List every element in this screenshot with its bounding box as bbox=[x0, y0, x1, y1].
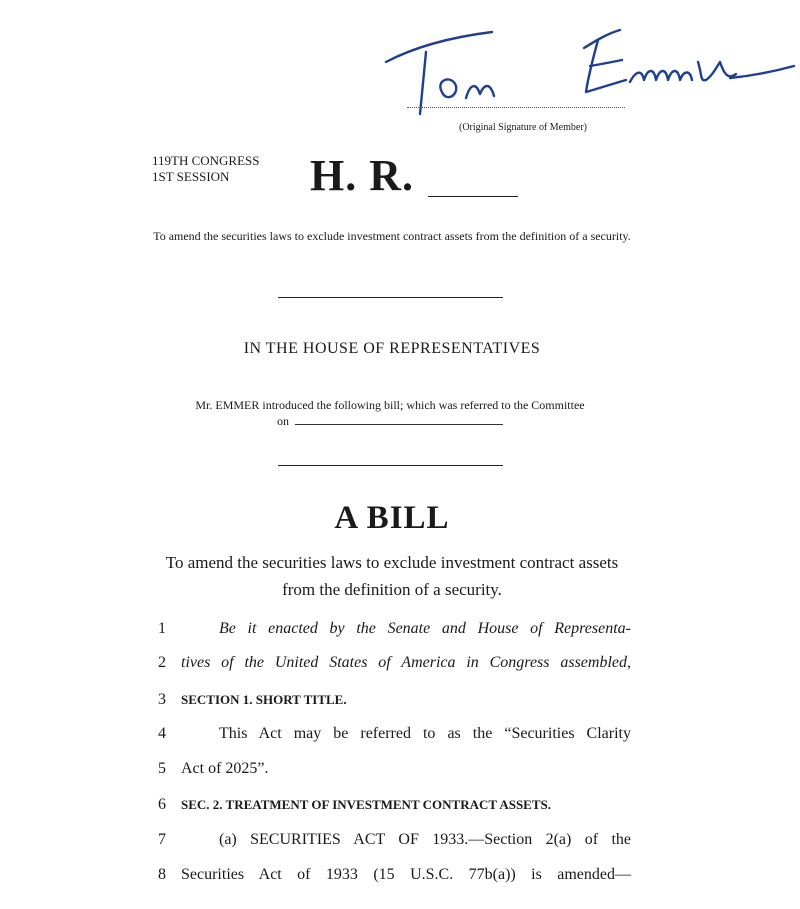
line-text: Be it enacted by the Senate and House of Representa- bbox=[219, 620, 631, 637]
divider-bottom bbox=[278, 465, 503, 466]
congress-label: 119TH CONGRESS bbox=[152, 153, 260, 168]
bill-line bbox=[0, 755, 800, 783]
chamber-heading: IN THE HOUSE OF REPRESENTATIVES bbox=[243, 340, 541, 357]
line-text: Act of 2025”. bbox=[181, 760, 269, 777]
line-text: This Act may be referred to as the “Securities Clarity bbox=[219, 725, 631, 742]
section-heading: SEC. 2. TREATMENT OF INVESTMENT CONTRACT ASSETS. bbox=[181, 797, 551, 812]
bill-description: To amend the securities laws to exclude investment contract assets from the definition of a security. bbox=[165, 553, 619, 599]
bill-heading: A BILL bbox=[334, 500, 450, 536]
introduction-line-2 bbox=[140, 413, 640, 429]
line-text: (a) SECURITIES ACT OF 1933.—Section 2(a) of the bbox=[219, 831, 631, 848]
bill-number-prefix: H. R. bbox=[310, 151, 414, 200]
committee-blank bbox=[295, 414, 503, 425]
line-number: 3 bbox=[158, 691, 166, 708]
bill-line bbox=[0, 861, 800, 889]
introduction-line-1: Mr. EMMER introduced the following bill; which was referred to the Committee bbox=[195, 398, 585, 412]
bill-line bbox=[0, 615, 800, 643]
line-number: 6 bbox=[158, 796, 166, 813]
line-number: 7 bbox=[158, 831, 166, 848]
bill-summary: To amend the securities laws to exclude investment contract assets from the definition of a security. bbox=[153, 229, 631, 243]
introduction-on: on bbox=[277, 414, 289, 428]
line-number: 2 bbox=[158, 654, 166, 671]
session-label: 1ST SESSION bbox=[152, 169, 230, 184]
bill-line bbox=[0, 826, 800, 854]
line-text: Securities Act of 1933 (15 U.S.C. 77b(a)) is amended— bbox=[181, 866, 631, 883]
line-text: tives of the United States of America in Congress assembled, bbox=[181, 654, 631, 671]
divider-top bbox=[278, 297, 503, 298]
member-signature bbox=[380, 22, 800, 117]
signature-caption: (Original Signature of Member) bbox=[458, 122, 588, 133]
section-heading: SECTION 1. SHORT TITLE. bbox=[181, 692, 347, 707]
congress-session bbox=[152, 153, 260, 185]
line-number: 5 bbox=[158, 760, 166, 777]
bill-line bbox=[0, 686, 800, 714]
line-number: 4 bbox=[158, 725, 166, 742]
line-number: 1 bbox=[158, 620, 166, 637]
line-number: 8 bbox=[158, 866, 166, 883]
bill-line bbox=[0, 720, 800, 748]
signature-line bbox=[407, 107, 625, 108]
bill-line bbox=[0, 649, 800, 677]
introduction-text bbox=[140, 397, 640, 429]
bill-number-blank bbox=[428, 196, 518, 197]
bill-line bbox=[0, 791, 800, 819]
